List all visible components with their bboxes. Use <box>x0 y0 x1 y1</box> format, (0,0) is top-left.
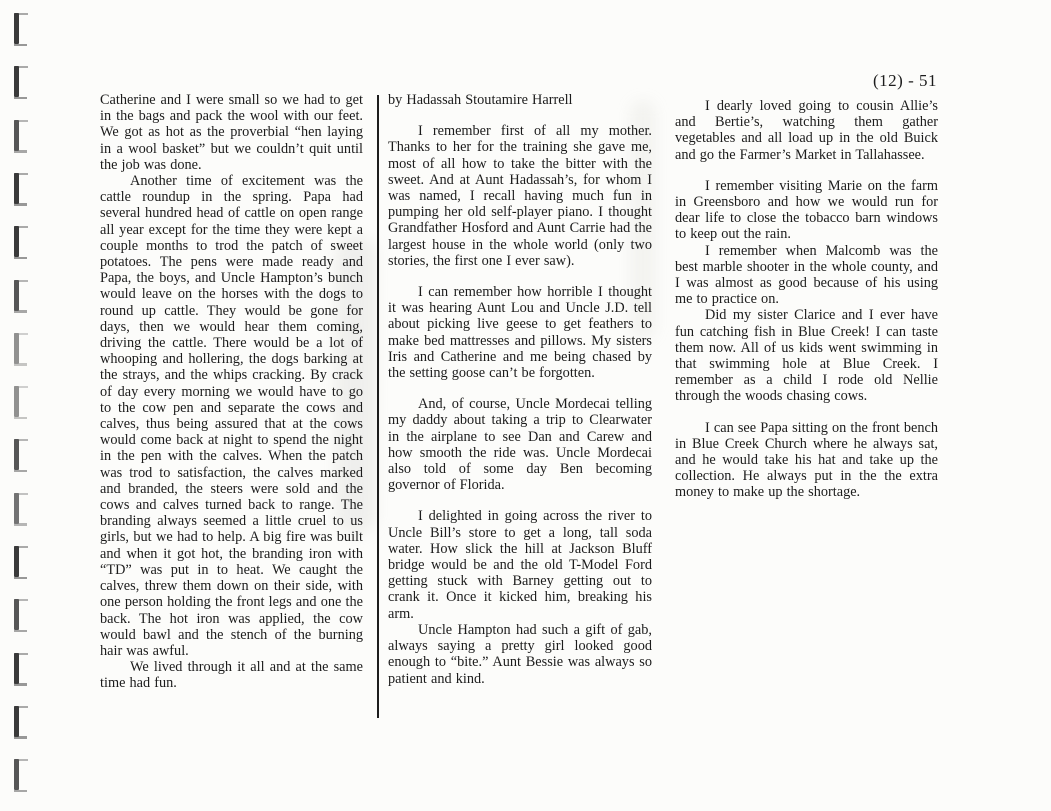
paragraph: I remember first of all my mother. Thanks to her for the training she gave me, most of all how to take the bitter with the sweet. And at Aunt Hadassah’s, for whom I was named, I recall having much fun in pumping her old self-player piano. I thought Grandfather Hosford and Aunt Carrie had the largest house in the whole world (only two stories, the first one I ever saw). <box>388 123 652 269</box>
binding-mark <box>14 599 28 630</box>
column-divider-rule <box>377 95 379 718</box>
binding-mark <box>14 173 28 204</box>
binding-mark <box>14 653 28 684</box>
binding-mark <box>14 386 28 417</box>
binding-mark <box>14 13 28 44</box>
column-right <box>675 98 938 501</box>
binding-edge <box>0 0 45 811</box>
binding-mark <box>14 226 28 257</box>
paragraph: We lived through it all and at the same time had fun. <box>100 659 363 692</box>
paragraph: Another time of excitement was the cattle roundup in the spring. Papa had several hundred head of cattle on open range all year except for the time they were kept a couple months to trod the patch of sweet potatoes. The pens were made ready and Papa, the boys, and Uncle Hampton’s bunch would leave on the horses with the dogs to round up cattle. They would be gone for days, then we would hear them coming, driving the cattle. There would be a lot of whooping and hollering, the dogs barking at the strays, and the whips cracking. By crack of day every morning we would have to go to the cow pen and separate the cows and calves, thus being assured that at the cows would come back at night to spend the night in the pen with the calves. When the patch was trod to satisfaction, the calves marked and branded, the steers were sold and the cows and calves turned back to range. The branding always seemed a little cruel to us girls, but we had to help. A big fire was built and when it got hot, the branding iron with “TD” was put in to heat. We caught the calves, threw them down on their side, with one person holding the front legs and one the back. The hot iron was applied, the cow would bawl and the stench of the burning hair was awful. <box>100 173 363 659</box>
paragraph: Did my sister Clarice and I ever have fun catching fish in Blue Creek! I can taste them now. All of us kids went swimming in that swimming hole at Blue Creek. I remember as a child I rode old Nellie through the woods chasing cows. <box>675 307 938 405</box>
binding-mark <box>14 280 28 311</box>
binding-mark <box>14 66 28 97</box>
binding-mark <box>14 333 28 364</box>
byline: by Hadassah Stoutamire Harrell <box>388 92 573 108</box>
binding-mark <box>14 120 28 151</box>
paragraph: I can remember how horrible I thought it was hearing Aunt Lou and Uncle J.D. tell about picking live geese to get feathers to make bed mattresses and pillows. My sisters Iris and Catherine and me being chased by the setting goose can’t be forgotten. <box>388 284 652 382</box>
paragraph: Catherine and I were small so we had to get in the bags and pack the wool with our feet. We got as hot as the proverbial “hen laying in a wool basket” but we couldn’t quit until the job was done. <box>100 92 363 173</box>
binding-mark <box>14 759 28 790</box>
paragraph: Uncle Hampton had such a gift of gab, always saying a pretty girl looked good enough to “bite.” Aunt Bessie was always so patient and kind. <box>388 621 652 687</box>
page-number: (12) - 51 <box>873 71 937 90</box>
paragraph: I remember when Malcomb was the best marble shooter in the whole county, and I was almost as good because of his using me to practice on. <box>675 242 938 308</box>
column-left <box>100 92 363 692</box>
binding-mark <box>14 706 28 737</box>
binding-mark <box>14 546 28 577</box>
paragraph: And, of course, Uncle Mordecai telling my daddy about taking a trip to Clearwater in the airplane to see Dan and Carew and how smooth the ride was. Uncle Mordecai also told of some day Ben becoming governor of Florida. <box>388 396 652 494</box>
paragraph: I delighted in going across the river to Uncle Bill’s store to get a long, tall soda water. How slick the hill at Jackson Bluff bridge would be and the old T-Model Ford getting stuck with Barney getting out to crank it. Once it kicked him, breaking his arm. <box>388 508 652 622</box>
paragraph: I remember visiting Marie on the farm in Greensboro and how we would run for dear life to close the tobacco barn windows to keep out the rain. <box>675 177 938 243</box>
paragraph: I can see Papa sitting on the front bench in Blue Creek Church where he always sat, and he would take his hat and take up the collection. He always put in the the extra money to make up the shortage. <box>675 419 938 501</box>
column-middle <box>388 92 652 687</box>
binding-mark <box>14 439 28 470</box>
binding-mark <box>14 493 28 524</box>
paragraph: I dearly loved going to cousin Allie’s and Bertie’s, watching them gather vegetables and all load up in the old Buick and go the Farmer’s Market in Tallahassee. <box>675 98 938 163</box>
